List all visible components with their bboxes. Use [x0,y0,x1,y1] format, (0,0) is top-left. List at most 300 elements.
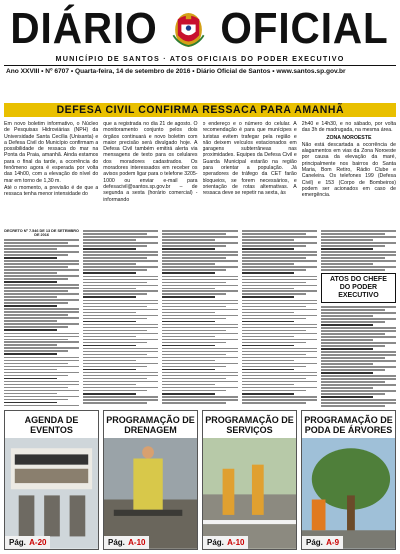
text-line [242,257,306,259]
text-line [4,314,68,316]
text-line [162,300,237,302]
masthead [0,0,400,88]
atos-box [321,273,396,303]
lead-article [4,121,396,225]
body-column-4 [242,229,317,407]
text-line [162,254,237,256]
text-line [242,357,317,359]
text-line [162,351,237,353]
text-line [4,242,68,244]
text-line [83,324,158,326]
headline-banner [4,103,396,117]
text-line [321,345,385,347]
text-line [242,290,317,292]
text-line [4,333,79,335]
text-line [83,330,147,332]
text-line [321,318,396,320]
text-line [242,339,317,341]
text-line [242,233,306,235]
text-line [162,348,237,350]
text-line [4,357,79,359]
text-line [321,351,396,353]
text-line [83,279,158,281]
santos-crest-icon [168,6,209,52]
text-line [4,402,57,404]
text-line [321,402,396,404]
text-line [83,318,147,320]
text-line [242,230,317,232]
text-line [4,393,57,395]
text-line [162,285,237,287]
text-line [162,366,226,368]
lead-column-4 [302,121,396,225]
text-line [83,342,147,344]
lead-paragraph: 2h40 e 14h30, e no sábado, por volta das 3h de madrugada, na mesma área. [301,121,396,134]
text-line [242,369,295,371]
text-line [162,369,215,371]
text-line [83,285,158,287]
text-line [4,266,68,268]
text-line [83,315,158,317]
text-line [242,251,317,253]
text-line [242,345,295,347]
lead-paragraph: o endereço e o número do celular. A recomendação é para que munícipes e turistas evitem trafegar pela região e não deixem veículos estacionados em garagens subterrâneas nas proximidades. Equipes da Defesa Civil e Guarda Municipal estarão na região para orientar a população. Já operadores de tráfego da CET farão bloqueios, se forem necessários, e orientação de rotas alternativas. A ressaca deve se repetir na sexta, às [202,121,297,197]
text-line [162,342,226,344]
text-line [83,242,158,244]
fine-print [162,230,237,403]
text-line [83,399,158,401]
text-line [162,327,237,329]
text-line [83,288,136,290]
text-line [83,263,136,265]
text-line [83,387,158,389]
body-column-5 [321,229,396,407]
text-line [321,321,385,323]
text-line [4,339,68,341]
text-line [83,369,136,371]
text-line [321,354,396,356]
text-line [83,239,136,241]
zone-heading: ZONA NOROESTE [326,134,372,141]
text-line [162,393,215,395]
text-line [242,266,317,268]
text-line [321,248,374,250]
text-line [4,375,68,377]
text-line [242,272,295,274]
text-line [83,230,158,232]
text-line [242,351,317,353]
text-line [242,248,295,250]
text-line [4,350,68,352]
text-line [4,287,79,289]
text-line [4,369,57,371]
text-line [4,284,79,286]
text-line [242,327,317,329]
text-line [4,381,79,383]
text-line [162,330,226,332]
text-line [162,345,215,347]
text-line [162,276,237,278]
text-line [83,248,136,250]
text-line [321,405,385,407]
masthead-rule [4,65,396,66]
text-line [4,302,68,304]
promo-strip [4,410,396,550]
text-line [4,360,79,362]
text-line [4,272,57,274]
lead-paragraph: Até o momento, a previsão é de que a ressaca tenha menor intensidade do [4,184,99,198]
masthead-edition [6,68,394,75]
text-line [242,288,295,290]
text-line [162,263,215,265]
text-line [321,360,396,362]
text-line [83,306,147,308]
text-line [242,321,295,323]
text-line [162,336,215,338]
text-line [321,342,396,344]
lead-column-2 [103,121,197,225]
text-line [162,312,215,314]
text-line [4,281,57,283]
text-line [321,396,374,398]
text-line [162,272,215,274]
text-line [162,396,237,398]
text-line [162,242,237,244]
text-line [83,245,147,247]
text-line [321,245,385,247]
text-line [4,254,68,256]
text-line [321,330,396,332]
text-line [242,263,295,265]
text-line [83,354,147,356]
text-line [321,366,396,368]
text-line [321,393,385,395]
text-line [4,366,79,368]
text-line [4,378,57,380]
text-line [83,375,158,377]
text-line [162,402,226,404]
body-columns [4,229,396,407]
text-line [321,266,396,268]
text-line [242,378,306,380]
text-line [162,357,237,359]
text-line [321,269,385,271]
text-line [162,236,237,238]
text-line [4,257,57,259]
text-line [242,312,295,314]
text-line [83,366,147,368]
decree-heading: DECRETO Nº 7.546 DE 13 DE SETEMBRO DE 2016 [4,229,79,238]
text-line [4,260,79,262]
text-line [162,293,226,295]
text-line [242,390,306,392]
text-line [321,384,396,386]
text-line [4,387,68,389]
text-line [321,306,396,308]
text-line [242,315,317,317]
text-line [242,318,306,320]
text-line [4,341,79,343]
text-line [83,390,147,392]
text-line [83,257,147,259]
text-line [162,303,237,305]
text-line [242,333,317,335]
text-line [162,360,215,362]
edition-line: Ano XXVIII • Nº 6707 • Quarta-feira, 14 de setembro de 2016 • Diário Oficial de Santos • www.santos.sp.gov.br [6,68,346,75]
text-line [242,303,317,305]
text-line [83,360,136,362]
text-line [321,251,396,253]
text-line [321,363,374,365]
text-line [83,233,147,235]
masthead-word-diario: DIÁRIO [10,4,158,53]
promo-poda[interactable] [301,410,396,550]
text-line [242,306,306,308]
lead-column-1 [4,121,98,225]
text-line [242,396,317,398]
fine-print [83,230,158,403]
text-line [321,387,374,389]
promo-photo-tree-pruning [302,438,395,549]
text-line [242,330,306,332]
text-line [4,353,57,355]
text-line [83,363,158,365]
text-line [321,239,374,241]
text-line [83,236,158,238]
text-line [242,375,317,377]
text-line [242,309,317,311]
text-line [4,399,68,401]
text-line [242,269,306,271]
text-line [242,399,317,401]
text-line [242,300,317,302]
text-line [162,339,237,341]
text-line [242,236,317,238]
fine-print [321,306,396,407]
text-line [242,239,295,241]
text-line [321,236,396,238]
text-line [242,393,295,395]
text-line [321,375,396,377]
text-line [4,245,79,247]
text-line [4,299,79,301]
text-line [162,288,215,290]
text-line [4,329,57,331]
text-line [162,290,237,292]
text-line [4,317,79,319]
text-line [321,390,396,392]
text-line [83,272,136,274]
text-line [83,312,136,314]
text-line [162,233,226,235]
lead-paragraph: que a registrada no dia 21 de agosto. O monitoramento conjunto pelos dois órgãos continuará e novo boletim com maior precisão será divulgado hoje. A Defesa Civil também emitirá alerta via mensagens de texto para os celulares dos moradores cadastrados. Os moradores interessados em receber os avisos podem ligar para o telefone 3205-1000 ou enviar e-mail para defesacivil@santos.sp.gov.br – de segunda a sexta (horário comercial) - informando [103,121,198,203]
text-line [4,275,79,277]
text-line [321,260,396,262]
body-column-1 [4,229,79,407]
text-line [242,366,306,368]
text-line [242,363,317,365]
text-line [162,239,215,241]
text-line [4,248,57,250]
text-line [242,293,306,295]
text-line [83,254,158,256]
promo-page-ref: Pág. A-9 [302,536,343,549]
text-line [162,399,237,401]
text-line [4,396,79,398]
text-line [162,230,237,232]
lead-paragraph: Não está descartada a ocorrência de alagamentos em vias da Zona Noroeste por causa da elevação da maré, principalmente nos bairros do Santa Maria, Bom Retiro, Rádio Clube e Caneleira. Os telefones 199 (Defesa Civil) e 153 (Corpo de Bombeiros) podem ser acionados em caso de emergência. [301,141,396,199]
text-line [83,293,147,295]
text-line [4,372,79,374]
text-line [242,260,317,262]
text-line [83,372,158,374]
text-line [83,269,147,271]
text-line [162,260,237,262]
text-line [4,308,79,310]
text-line [321,339,374,341]
text-line [321,333,385,335]
text-line [162,378,226,380]
text-line [162,315,237,317]
text-line [162,387,237,389]
masthead-word-oficial: OFICIAL [220,4,389,53]
promo-title: PROGRAMAÇÃO DE SERVIÇOS [205,414,294,435]
text-line [4,323,79,325]
text-line [321,348,374,350]
text-line [83,348,158,350]
text-line [242,282,306,284]
text-line [321,257,385,259]
text-line [162,324,237,326]
text-line [242,296,295,298]
text-line [83,276,158,278]
text-line [162,333,237,335]
headline-text: DEFESA CIVIL CONFIRMA RESSACA PARA AMANHÃ [56,104,344,116]
text-line [242,279,317,281]
text-line [242,381,317,383]
text-line [162,309,237,311]
text-line [162,354,226,356]
text-line [162,375,237,377]
text-line [162,363,237,365]
promo-photo-services [203,438,296,549]
text-line [83,251,158,253]
promo-title: AGENDA DE EVENTOS [24,414,79,435]
text-line [4,239,79,241]
text-line [4,363,68,365]
lead-column-3 [203,121,297,225]
text-line [321,378,396,380]
promo-drenagem[interactable] [103,410,198,550]
text-line [162,269,226,271]
text-line [4,390,79,392]
text-line [83,321,136,323]
text-line [242,324,317,326]
text-line [4,278,68,280]
text-line [83,300,158,302]
promo-photo-cinema [5,438,98,549]
text-line [162,381,237,383]
text-line [162,245,226,247]
text-line [321,381,385,383]
text-line [83,333,158,335]
text-line [83,378,147,380]
text-line [83,303,158,305]
text-line [162,306,226,308]
text-line [321,372,374,374]
text-line [83,357,158,359]
text-line [162,248,215,250]
text-line [162,384,215,386]
text-line [83,309,158,311]
promo-agenda[interactable] [4,410,99,550]
text-line [321,369,385,371]
promo-page-ref: Pág. A-10 [203,536,248,549]
fine-print [242,230,317,403]
text-line [4,320,57,322]
text-line [83,402,147,404]
text-line [242,360,295,362]
text-line [162,318,226,320]
promo-servicos[interactable] [202,410,297,550]
text-line [83,266,158,268]
promo-page-ref: Pág. A-20 [5,536,50,549]
text-line [321,230,396,232]
text-line [242,354,306,356]
text-line [242,387,317,389]
text-line [321,312,396,314]
text-line [162,296,215,298]
text-line [83,290,158,292]
body-column-2 [83,229,158,407]
text-line [83,345,136,347]
text-line [83,260,158,262]
text-line [83,327,158,329]
text-line [242,276,317,278]
text-line [162,321,215,323]
promo-title: PROGRAMAÇÃO DE PODA DE ÁRVORES [304,414,393,435]
text-line [321,399,396,401]
text-line [242,384,295,386]
text-line [83,282,147,284]
text-line [83,296,136,298]
text-line [162,282,226,284]
text-line [321,263,374,265]
text-line [4,326,68,328]
text-line [162,257,226,259]
text-line [321,315,374,317]
text-line [4,311,79,313]
text-line [83,351,158,353]
fine-print [321,230,396,271]
text-line [321,327,396,329]
text-line [321,254,396,256]
text-line [4,251,79,253]
text-line [242,348,317,350]
text-line [242,242,317,244]
text-line [162,266,237,268]
text-line [4,384,79,386]
promo-page-ref: Pág. A-10 [104,536,149,549]
text-line [242,342,306,344]
lead-paragraph: Em novo boletim informativo, o Núcleo de Pesquisas Hidroviárias (NPH) da Universidade Santa Cecília (Unisanta) e a Defesa Civil do Município confirmam a possibilidade de ressaca do mar na Ponta da Praia, amanhã. Ainda estamos para o final da tarde, a ocorrência do fenômeno agora é esperada por volta das 14h00, com a elevação do nível do mar em torno de 1,30 m. [4,121,99,184]
text-line [162,251,237,253]
text-line [162,372,237,374]
text-line [162,390,226,392]
text-line [83,336,136,338]
text-line [321,233,385,235]
text-line [4,269,79,271]
